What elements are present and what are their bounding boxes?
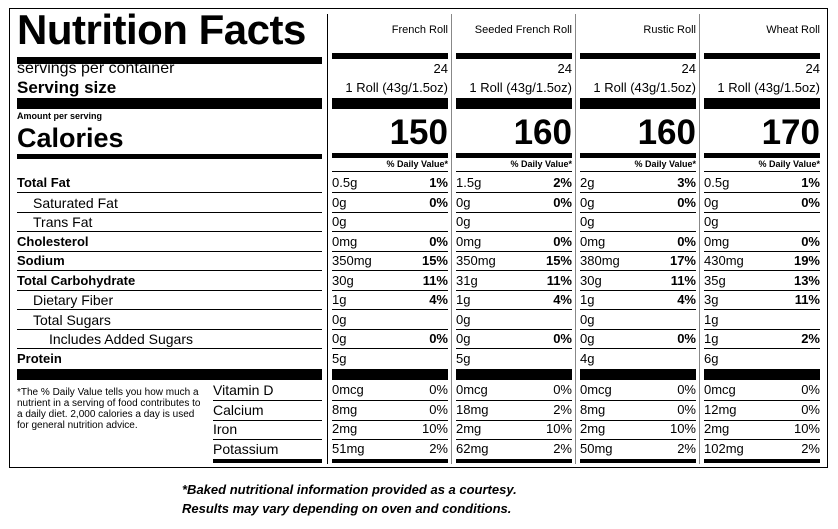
vitamin-amount: 2mg [704,421,730,436]
vitamin-amount: 0mcg [332,382,364,397]
dv-total-fat: 1% [429,175,448,190]
dv-total-fat: 1% [801,175,820,190]
dv-saturated-fat: 0% [801,195,820,210]
vitamin-dv: 0% [429,382,448,397]
column-separator [451,14,452,464]
amount-trans-fat: 0g [456,214,471,229]
vitamin-dv: 10% [669,421,696,436]
vitamin-amount: 51mg [332,441,365,456]
vitamin-dv: 2% [677,441,696,456]
row-divider [456,171,572,172]
vitamin-label: Calcium [213,402,264,418]
vitamin-dv: 2% [553,441,572,456]
amount-added-sugars: 1g [704,331,719,346]
calories-value: 170 [761,113,820,152]
amount-saturated-fat: 0g [332,195,347,210]
servings-label: servings per container [17,60,175,77]
vitamin-dv: 0% [801,382,820,397]
calories-value: 150 [389,113,448,152]
column-separator [575,14,576,464]
servings-value: 24 [805,61,820,76]
bottom-note-2: Results may vary depending on oven and conditions. [182,501,512,516]
dv-saturated-fat: 0% [677,195,696,210]
row-divider [704,231,820,232]
row-divider [580,270,696,271]
daily-value-footnote: *The % Daily Value tells you how much a nutrient in a serving of food contributes to a daily diet. 2,000 calories a day is used for general nutrition advice. [17,387,201,431]
calories-value: 160 [637,113,696,152]
divider [332,53,448,59]
vitamin-dv: 0% [801,402,820,417]
vitamin-dv: 0% [677,382,696,397]
dv-total-carb: 11% [546,273,572,288]
row-divider [456,212,572,213]
product-name: Rustic Roll [643,24,696,36]
amount-protein: 6g [704,351,719,366]
daily-value-header: % Daily Value* [758,159,820,169]
dv-total-carb: 13% [793,273,820,288]
product-name: Wheat Roll [766,24,820,36]
row-divider [332,212,448,213]
serving-size-label: Serving size [17,78,117,97]
dv-fiber: 4% [429,292,448,307]
amount-sodium: 350mg [332,253,372,268]
divider [456,369,572,380]
divider [332,369,448,380]
dv-sodium: 19% [793,253,820,268]
row-divider [456,231,572,232]
dv-cholesterol: 0% [553,234,572,249]
dv-fiber: 4% [553,292,572,307]
dv-cholesterol: 0% [677,234,696,249]
page-title: Nutrition Facts [17,6,306,53]
divider [456,53,572,59]
row-divider [456,348,572,349]
vitamin-dv: 10% [421,421,448,436]
amount-sodium: 350mg [456,253,496,268]
dv-cholesterol: 0% [429,234,448,249]
dv-sodium: 15% [545,253,572,268]
product-name: Seeded French Roll [474,24,572,36]
serving-size-value: 1 Roll (43g/1.5oz) [593,80,696,95]
dv-added-sugars: 0% [677,331,696,346]
amount-saturated-fat: 0g [580,195,595,210]
row-divider [704,309,820,310]
row-divider [332,192,448,193]
amount-fiber: 3g [704,292,719,307]
row-divider [580,171,696,172]
vitamin-label: Iron [213,421,238,437]
divider [704,459,820,463]
nutrient-label-total-fat: Total Fat [17,175,71,190]
dv-added-sugars: 0% [429,331,448,346]
row-divider [17,192,322,193]
amount-cholesterol: 0mg [332,234,358,249]
dv-fiber: 4% [677,292,696,307]
amount-added-sugars: 0g [580,331,595,346]
vitamin-dv: 0% [429,402,448,417]
row-divider [17,348,322,349]
nutrient-label-added-sugars: Includes Added Sugars [49,331,193,347]
servings-value: 24 [681,61,696,76]
dv-added-sugars: 0% [553,331,572,346]
vitamin-dv: 10% [793,421,820,436]
row-divider [580,309,696,310]
row-divider [332,171,448,172]
dv-total-carb: 11% [422,273,448,288]
amount-label: Amount per serving [17,111,103,121]
row-divider [704,171,820,172]
amount-saturated-fat: 0g [704,195,719,210]
divider [704,98,820,109]
nutrient-label-fiber: Dietary Fiber [33,292,114,308]
amount-fiber: 1g [456,292,471,307]
column-separator [327,14,328,464]
row-divider [704,270,820,271]
row-divider [456,270,572,271]
amount-total-carb: 31g [456,273,478,288]
row-divider [332,270,448,271]
amount-total-carb: 35g [704,273,726,288]
vitamin-amount: 0mcg [704,382,736,397]
vitamin-amount: 18mg [456,402,489,417]
amount-total-fat: 0.5g [704,175,730,190]
divider [17,369,322,380]
dv-sodium: 15% [421,253,448,268]
divider [704,369,820,380]
row-divider [17,231,322,232]
calories-label: Calories [17,123,124,153]
row-divider [580,192,696,193]
amount-total-fat: 2g [580,175,595,190]
column-separator [699,14,700,464]
amount-sugars: 0g [456,312,471,327]
vitamin-amount: 8mg [332,402,358,417]
amount-total-fat: 1.5g [456,175,482,190]
row-divider [580,348,696,349]
amount-protein: 4g [580,351,595,366]
vitamin-dv: 10% [545,421,572,436]
row-divider [332,231,448,232]
divider [580,369,696,380]
row-divider [17,270,322,271]
serving-size-value: 1 Roll (43g/1.5oz) [345,80,448,95]
serving-size-value: 1 Roll (43g/1.5oz) [469,80,572,95]
vitamin-amount: 12mg [704,402,737,417]
amount-cholesterol: 0mg [580,234,606,249]
amount-sodium: 380mg [580,253,620,268]
amount-trans-fat: 0g [332,214,347,229]
divider [17,98,322,109]
row-divider [332,309,448,310]
dv-saturated-fat: 0% [429,195,448,210]
daily-value-header: % Daily Value* [386,159,448,169]
dv-total-fat: 3% [677,175,696,190]
vitamin-dv: 2% [553,402,572,417]
divider [213,459,322,463]
vitamin-amount: 0mcg [456,382,488,397]
servings-value: 24 [433,61,448,76]
vitamin-label: Vitamin D [213,382,274,398]
amount-added-sugars: 0g [332,331,347,346]
divider [456,98,572,109]
amount-sodium: 430mg [704,253,744,268]
divider [17,154,322,159]
vitamin-amount: 2mg [580,421,606,436]
amount-fiber: 1g [580,292,595,307]
nutrient-label-sodium: Sodium [17,253,65,268]
servings-value: 24 [557,61,572,76]
serving-size-value: 1 Roll (43g/1.5oz) [717,80,820,95]
amount-cholesterol: 0mg [456,234,482,249]
row-divider [580,212,696,213]
nutrient-label-protein: Protein [17,351,62,366]
daily-value-header: % Daily Value* [510,159,572,169]
divider [456,459,572,463]
dv-total-fat: 2% [553,175,572,190]
vitamin-amount: 102mg [704,441,744,456]
vitamin-amount: 2mg [456,421,482,436]
row-divider [456,309,572,310]
vitamin-dv: 0% [677,402,696,417]
divider [704,53,820,59]
row-divider [580,231,696,232]
row-divider [704,348,820,349]
vitamin-label: Potassium [213,441,279,457]
daily-value-header: % Daily Value* [634,159,696,169]
dv-added-sugars: 2% [801,331,820,346]
amount-saturated-fat: 0g [456,195,471,210]
amount-trans-fat: 0g [704,214,719,229]
divider [580,53,696,59]
product-name: French Roll [391,24,448,36]
vitamin-amount: 62mg [456,441,489,456]
amount-sugars: 0g [580,312,595,327]
dv-total-carb: 11% [670,273,696,288]
amount-fiber: 1g [332,292,347,307]
amount-protein: 5g [332,351,347,366]
divider [580,98,696,109]
vitamin-amount: 2mg [332,421,358,436]
nutrient-label-trans-fat: Trans Fat [33,214,93,230]
row-divider [17,309,322,310]
vitamin-amount: 0mcg [580,382,612,397]
amount-trans-fat: 0g [580,214,595,229]
row-divider [456,192,572,193]
vitamin-amount: 8mg [580,402,606,417]
dv-fiber: 11% [794,292,820,307]
amount-total-carb: 30g [580,273,602,288]
amount-added-sugars: 0g [456,331,471,346]
amount-protein: 5g [456,351,471,366]
amount-total-fat: 0.5g [332,175,358,190]
vitamin-dv: 2% [429,441,448,456]
dv-cholesterol: 0% [801,234,820,249]
dv-sodium: 17% [669,253,696,268]
amount-cholesterol: 0mg [704,234,730,249]
row-divider [332,348,448,349]
divider [332,98,448,109]
calories-value: 160 [513,113,572,152]
divider [332,459,448,463]
nutrient-label-saturated-fat: Saturated Fat [33,195,118,211]
row-divider [704,192,820,193]
amount-total-carb: 30g [332,273,354,288]
nutrient-label-sugars: Total Sugars [33,312,111,328]
vitamin-dv: 0% [553,382,572,397]
vitamin-dv: 2% [801,441,820,456]
row-divider [704,212,820,213]
bottom-note-1: *Baked nutritional information provided as a courtesy. [182,482,517,497]
dv-saturated-fat: 0% [553,195,572,210]
vitamin-amount: 50mg [580,441,613,456]
divider [580,459,696,463]
amount-sugars: 0g [332,312,347,327]
amount-sugars: 1g [704,312,719,327]
nutrient-label-cholesterol: Cholesterol [17,234,89,249]
nutrient-label-total-carb: Total Carbohydrate [17,273,136,288]
